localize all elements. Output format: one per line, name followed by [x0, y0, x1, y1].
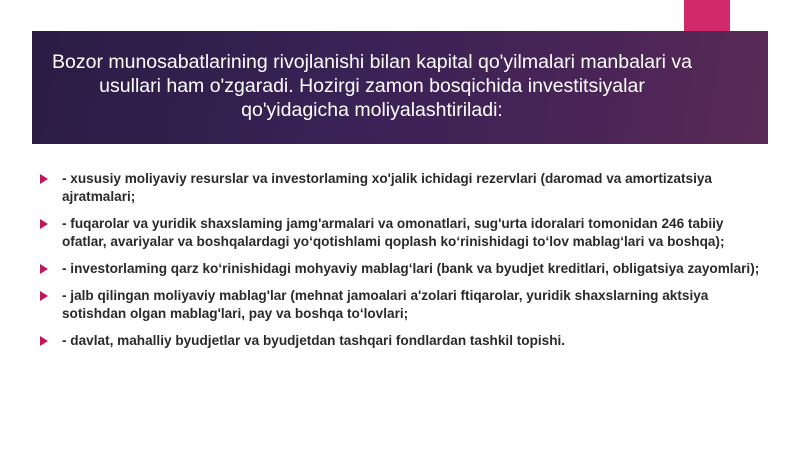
bullet-text: - xususiy moliyaviy resurslar va investorlaming xo'jalik ichidagi rezervlari (daromad va amortizatsiya ajratmalari; [62, 171, 712, 204]
triangle-bullet-icon [40, 336, 48, 346]
bullet-item [40, 332, 762, 350]
bullet-list [40, 170, 762, 359]
triangle-bullet-icon [40, 219, 48, 229]
slide-title: Bozor munosabatlarining rivojlanishi bilan kapital qo'yilmalari manbalari va usullari ham o'zgaradi. Hozirgi zamon bosqichida investitsiyalar qo'yidagicha moliyalashtiriladi: [52, 51, 692, 121]
triangle-bullet-icon [40, 174, 48, 184]
bullet-text: - investorlaming qarz ko‘rinishidagi mohyaviy mablag‘lari (bank va byudjet kreditlari, obligatsiya zayomlari); [62, 261, 760, 276]
triangle-bullet-icon [40, 264, 48, 274]
bullet-text: - jalb qilingan moliyaviy mablag'lar (mehnat jamoalari a'zolari ftiqarolar, yuridik shaxslarning aktsiya sotishdan olgan mablag'lari, pay va boshqa to‘lovlari; [62, 288, 709, 321]
bullet-item [40, 260, 762, 278]
bullet-item [40, 287, 762, 323]
triangle-bullet-icon [40, 291, 48, 301]
bullet-text: - davlat, mahalliy byudjetlar va byudjetdan tashqari fondlardan tashkil topishi. [62, 333, 566, 348]
bullet-item [40, 170, 762, 206]
bullet-text: - fuqarolar va yuridik shaxslaming jamg'armalari va omonatlari, sug'urta idoralari tomonidan 246 tabiiy ofatlar, avariyalar va boshqalardagi yo‘qotishlami qoplash ko‘rinishidagi to‘lov mablag‘lari va boshqa); [62, 216, 725, 249]
bullet-item [40, 215, 762, 251]
